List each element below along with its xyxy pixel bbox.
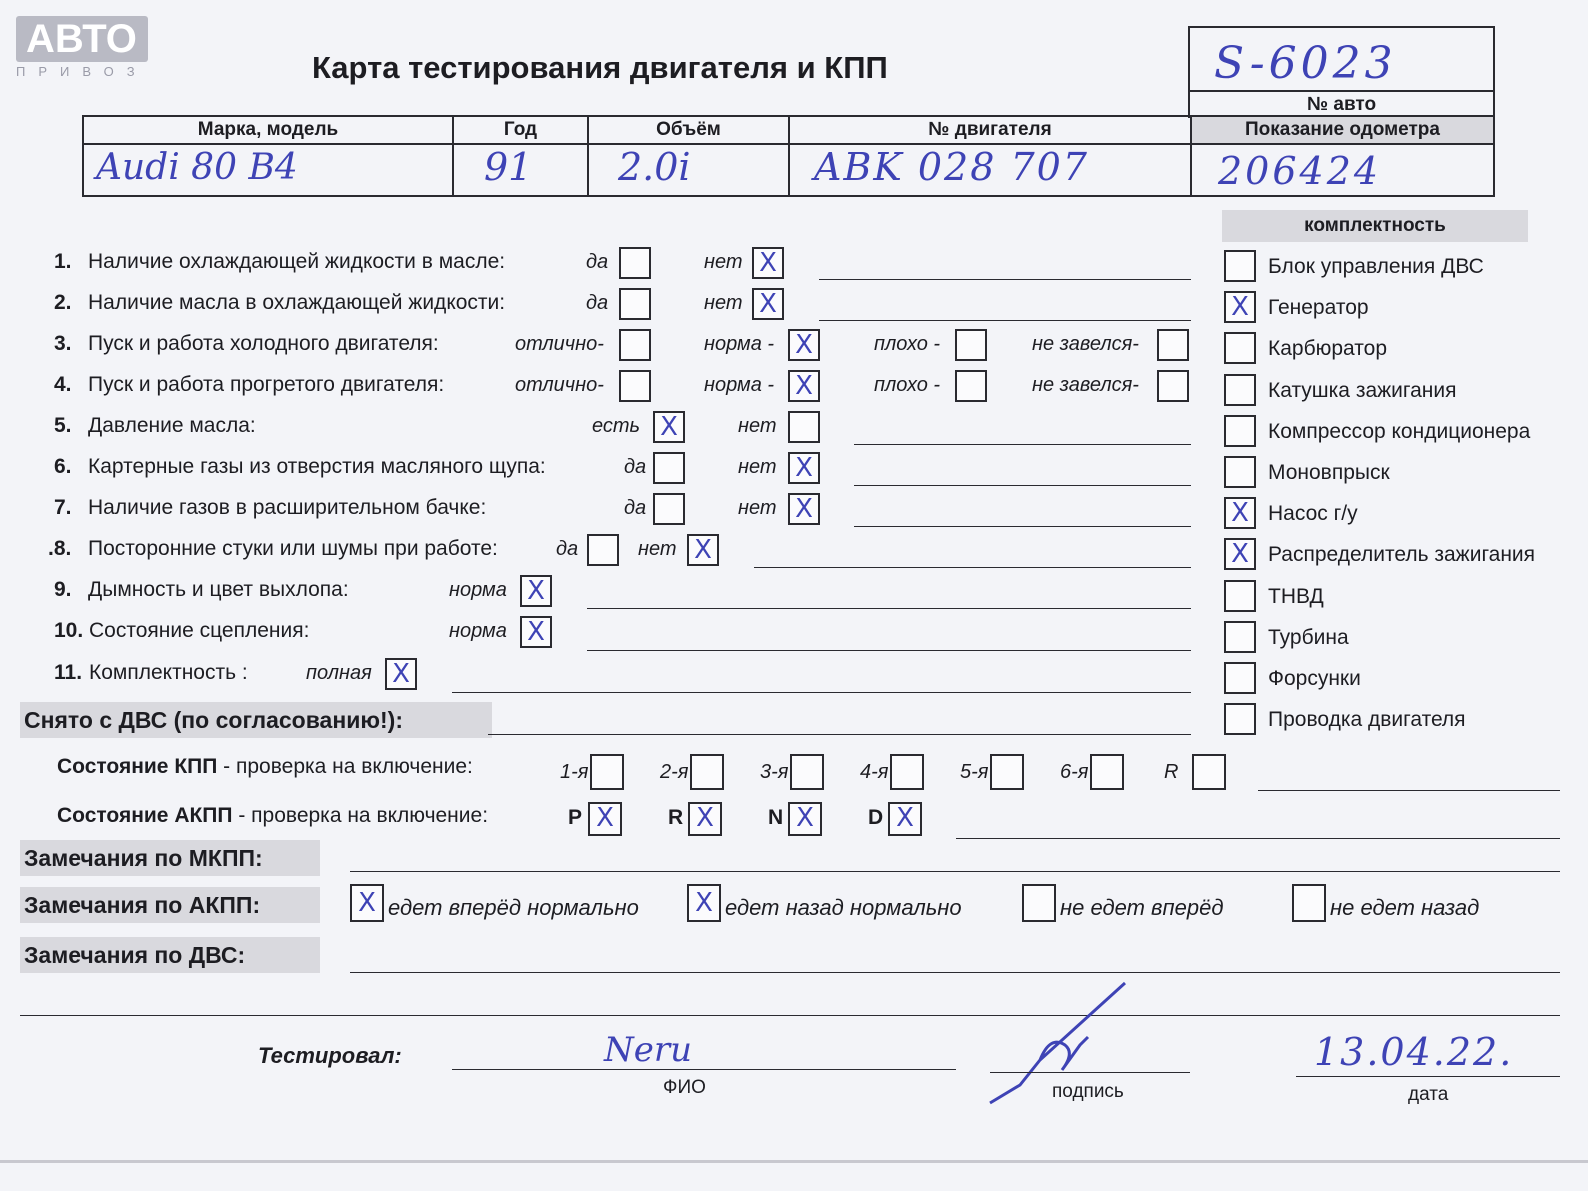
- note-line: [754, 567, 1191, 568]
- check-mark: X: [759, 289, 777, 319]
- option-label: да: [586, 251, 609, 273]
- checkbox[interactable]: [788, 329, 820, 361]
- gear-label: P: [568, 806, 583, 829]
- checkbox[interactable]: [653, 411, 685, 443]
- gear-label: 3-я: [760, 761, 789, 783]
- checkbox[interactable]: [790, 754, 824, 790]
- completeness-item-label: Моновпрыск: [1268, 461, 1390, 484]
- check-mark: X: [392, 659, 410, 689]
- option-label: да: [586, 292, 609, 314]
- checkbox[interactable]: [653, 452, 685, 484]
- item-number: .8.: [48, 537, 72, 560]
- checkbox[interactable]: [687, 534, 719, 566]
- kpp-label-rest: - проверка на включение:: [217, 755, 473, 778]
- checkbox[interactable]: [350, 884, 384, 922]
- item-text: Комплектность :: [89, 661, 248, 684]
- completeness-item-label: Проводка двигателя: [1268, 708, 1466, 732]
- checkbox[interactable]: [619, 288, 651, 320]
- completeness-item-label: Карбюратор: [1268, 337, 1388, 361]
- remarks-mkpp-label: Замечания по МКПП:: [20, 840, 320, 876]
- completeness-item-label: Турбина: [1268, 625, 1349, 649]
- header-make-label: Марка, модель: [197, 119, 339, 140]
- checkbox[interactable]: [788, 802, 822, 836]
- checkbox[interactable]: [520, 616, 552, 648]
- option-label: норма: [449, 620, 507, 642]
- checkbox[interactable]: [588, 802, 622, 836]
- gear-label: 5-я: [960, 761, 989, 783]
- option-label: есть: [592, 415, 641, 437]
- checkbox[interactable]: [788, 452, 820, 484]
- checkbox[interactable]: [653, 493, 685, 525]
- checkbox[interactable]: [1224, 538, 1256, 570]
- checkbox[interactable]: [788, 411, 820, 443]
- option-label: да: [556, 538, 579, 560]
- option-label: отлично-: [515, 374, 604, 396]
- check-mark: X: [527, 617, 545, 647]
- gear-label: R: [1164, 761, 1179, 783]
- tested-by-label: Тестировал:: [258, 1043, 402, 1068]
- item-number: 5.: [54, 414, 72, 437]
- kpp-label: [57, 755, 473, 779]
- volume-value: 2.0i: [618, 145, 691, 189]
- checkbox[interactable]: [590, 754, 624, 790]
- completeness-item-label: Генератор: [1268, 296, 1369, 320]
- option-label: да: [624, 456, 647, 478]
- remark-option-label: не едет назад: [1330, 895, 1480, 920]
- option-label: отлично-: [515, 333, 604, 355]
- engine-number-value: ABK 028 707: [814, 145, 1089, 189]
- option-label: да: [624, 497, 647, 519]
- completeness-title: комплектность: [1222, 210, 1528, 242]
- completeness-item-label: ТНВД: [1268, 584, 1324, 608]
- gear-label: 2-я: [660, 761, 689, 783]
- note-line: [854, 526, 1191, 527]
- remarks-dvs-label: Замечания по ДВС:: [20, 937, 320, 973]
- kpp-label-bold: Состояние КПП: [57, 755, 218, 778]
- checkbox[interactable]: [955, 370, 987, 402]
- header-odometer-label: Показание одометра: [1245, 119, 1440, 140]
- remarks-mkpp-line: [350, 871, 1560, 872]
- checkbox[interactable]: [1292, 884, 1326, 922]
- note-line: [819, 320, 1191, 321]
- option-label: нет: [704, 251, 743, 273]
- check-mark: X: [660, 412, 678, 442]
- gear-label: N: [768, 806, 784, 829]
- akpp-label-bold: Состояние АКПП: [57, 804, 233, 827]
- gear-label: 4-я: [860, 761, 889, 783]
- check-mark: X: [795, 494, 813, 524]
- bottom-edge: [0, 1160, 1588, 1163]
- check-mark: X: [759, 248, 777, 278]
- option-label: нет: [638, 538, 677, 560]
- completeness-item-label: Блок управления ДВС: [1268, 255, 1484, 278]
- checkbox[interactable]: [1192, 754, 1226, 790]
- checkbox[interactable]: [1224, 456, 1256, 488]
- separator-line: [20, 1015, 1560, 1016]
- completeness-item-label: Насос г/у: [1268, 502, 1358, 526]
- item-text: Наличие масла в охлаждающей жидкости:: [88, 291, 506, 314]
- year-value: 91: [484, 145, 533, 189]
- check-mark: X: [796, 803, 814, 833]
- checkbox[interactable]: [1157, 329, 1189, 361]
- remarks-dvs-line: [350, 972, 1560, 973]
- logo-tagline: ПРИВОЗ: [16, 64, 148, 79]
- checkbox[interactable]: [1224, 703, 1256, 735]
- check-mark: X: [795, 453, 813, 483]
- note-line: [587, 608, 1191, 609]
- gear-label: D: [868, 806, 884, 829]
- option-label: норма -: [704, 333, 775, 355]
- check-mark: X: [896, 803, 914, 833]
- item-text: Дымность и цвет выхлопа:: [88, 578, 349, 601]
- item-text: Состояние сцепления:: [89, 619, 310, 642]
- option-label: нет: [704, 292, 743, 314]
- check-mark: X: [696, 803, 714, 833]
- note-line: [452, 692, 1191, 693]
- checkbox[interactable]: [619, 329, 651, 361]
- remark-option-label: не едет вперёд: [1060, 895, 1224, 920]
- page-title: Карта тестирования двигателя и КПП: [312, 50, 888, 85]
- akpp-label-rest: - проверка на включение:: [232, 804, 489, 827]
- option-label: полная: [306, 662, 372, 684]
- removed-label: Снято с ДВС (по согласованию!):: [20, 702, 492, 738]
- check-mark: X: [1231, 292, 1249, 323]
- check-mark: X: [795, 371, 813, 401]
- item-text: Наличие охлаждающей жидкости в масле:: [88, 250, 506, 273]
- option-label: нет: [738, 415, 777, 437]
- item-text: Картерные газы из отверстия масляного щупа:: [88, 455, 546, 478]
- car-number-label: № авто: [1190, 90, 1493, 118]
- make-model-value: Audi 80 B4: [96, 147, 298, 188]
- checkbox[interactable]: [1224, 497, 1256, 529]
- checkbox[interactable]: [1157, 370, 1189, 402]
- item-number: 9.: [54, 578, 72, 601]
- note-line: [819, 279, 1191, 280]
- item-text: Давление масла:: [88, 414, 256, 437]
- header-year-label: Год: [503, 119, 538, 140]
- date-line: [1296, 1076, 1560, 1077]
- checkbox[interactable]: [890, 754, 924, 790]
- check-mark: X: [795, 330, 813, 360]
- date-label: дата: [1408, 1084, 1449, 1105]
- car-number-box: [1188, 26, 1495, 118]
- checkbox[interactable]: [587, 534, 619, 566]
- item-text: Наличие газов в расширительном бачке:: [88, 496, 487, 519]
- logo: [16, 16, 148, 79]
- signature-label: подпись: [1052, 1081, 1124, 1102]
- akpp-note-line: [956, 838, 1560, 839]
- note-line: [587, 650, 1191, 651]
- checkbox[interactable]: [1224, 250, 1256, 282]
- date-value: 13.04.22.: [1314, 1030, 1514, 1074]
- checkbox[interactable]: [1224, 662, 1256, 694]
- checkbox[interactable]: [1224, 291, 1256, 323]
- check-mark: X: [1231, 498, 1249, 529]
- option-label: норма: [449, 579, 507, 601]
- odometer-value: 206424: [1218, 149, 1382, 193]
- completeness-item-label: Распределитель зажигания: [1268, 543, 1536, 567]
- check-mark: X: [596, 803, 614, 833]
- item-number: 4.: [54, 373, 72, 396]
- signature-line: [990, 1072, 1190, 1073]
- option-label: не завелся-: [1032, 374, 1139, 396]
- header-engine-no-label: № двигателя: [928, 119, 1052, 140]
- checkbox[interactable]: [1224, 580, 1256, 612]
- check-mark: X: [527, 576, 545, 606]
- item-text: Пуск и работа холодного двигателя:: [88, 332, 439, 355]
- option-label: норма -: [704, 374, 775, 396]
- item-number: 3.: [54, 332, 72, 355]
- checkbox[interactable]: [752, 247, 784, 279]
- option-label: нет: [738, 456, 777, 478]
- vehicle-table: [82, 115, 1495, 197]
- completeness-item-label: Компрессор кондиционера: [1268, 419, 1531, 443]
- remark-option-label: едет вперёд нормально: [388, 895, 639, 920]
- checkbox[interactable]: [688, 802, 722, 836]
- akpp-label: [57, 804, 488, 828]
- gear-label: 1-я: [560, 761, 589, 783]
- remark-option-label: едет назад нормально: [725, 895, 962, 920]
- fio-label: ФИО: [663, 1077, 706, 1098]
- checkbox[interactable]: [788, 493, 820, 525]
- checkbox[interactable]: [1224, 621, 1256, 653]
- completeness-item-label: Катушка зажигания: [1268, 378, 1457, 402]
- kpp-note-line: [1258, 790, 1560, 791]
- option-label: плохо -: [874, 333, 941, 355]
- checkbox[interactable]: [788, 370, 820, 402]
- header-volume-label: Объём: [656, 119, 721, 140]
- option-label: не завелся-: [1032, 333, 1139, 355]
- logo-name: АВТО: [16, 16, 148, 62]
- checkbox[interactable]: [752, 288, 784, 320]
- item-number: 1.: [54, 250, 72, 273]
- item-number: 10.: [54, 619, 84, 642]
- completeness-item-label: Форсунки: [1268, 667, 1361, 690]
- checkbox[interactable]: [990, 754, 1024, 790]
- fio-line: [452, 1069, 956, 1070]
- check-mark: X: [694, 535, 712, 565]
- check-mark: X: [1231, 539, 1249, 570]
- gear-label: R: [668, 806, 684, 829]
- checkbox[interactable]: [690, 754, 724, 790]
- removed-line: [488, 734, 1191, 735]
- checkbox[interactable]: [385, 658, 417, 690]
- tester-name-value: Neru: [604, 1030, 693, 1070]
- checkbox[interactable]: [520, 575, 552, 607]
- check-mark: X: [695, 888, 713, 918]
- checkbox[interactable]: [955, 329, 987, 361]
- checkbox[interactable]: [888, 802, 922, 836]
- item-text: Посторонние стуки или шумы при работе:: [88, 537, 498, 560]
- item-text: Пуск и работа прогретого двигателя:: [88, 373, 445, 396]
- checkbox[interactable]: [1224, 332, 1256, 364]
- note-line: [854, 444, 1191, 445]
- check-mark: X: [358, 888, 376, 918]
- item-number: 7.: [54, 496, 72, 519]
- checkbox[interactable]: [1224, 415, 1256, 447]
- checkbox[interactable]: [1090, 754, 1124, 790]
- remarks-akpp-label: Замечания по АКПП:: [20, 887, 320, 923]
- gear-label: 6-я: [1060, 761, 1089, 783]
- checkbox[interactable]: [619, 370, 651, 402]
- checkbox[interactable]: [687, 884, 721, 922]
- item-number: 6.: [54, 455, 72, 478]
- note-line: [854, 485, 1191, 486]
- checkbox[interactable]: [619, 247, 651, 279]
- checkbox[interactable]: [1224, 374, 1256, 406]
- option-label: плохо -: [874, 374, 941, 396]
- checkbox[interactable]: [1022, 884, 1056, 922]
- option-label: нет: [738, 497, 777, 519]
- car-number-value: S-6023: [1214, 38, 1397, 89]
- item-number: 11.: [54, 661, 83, 684]
- item-number: 2.: [54, 291, 72, 314]
